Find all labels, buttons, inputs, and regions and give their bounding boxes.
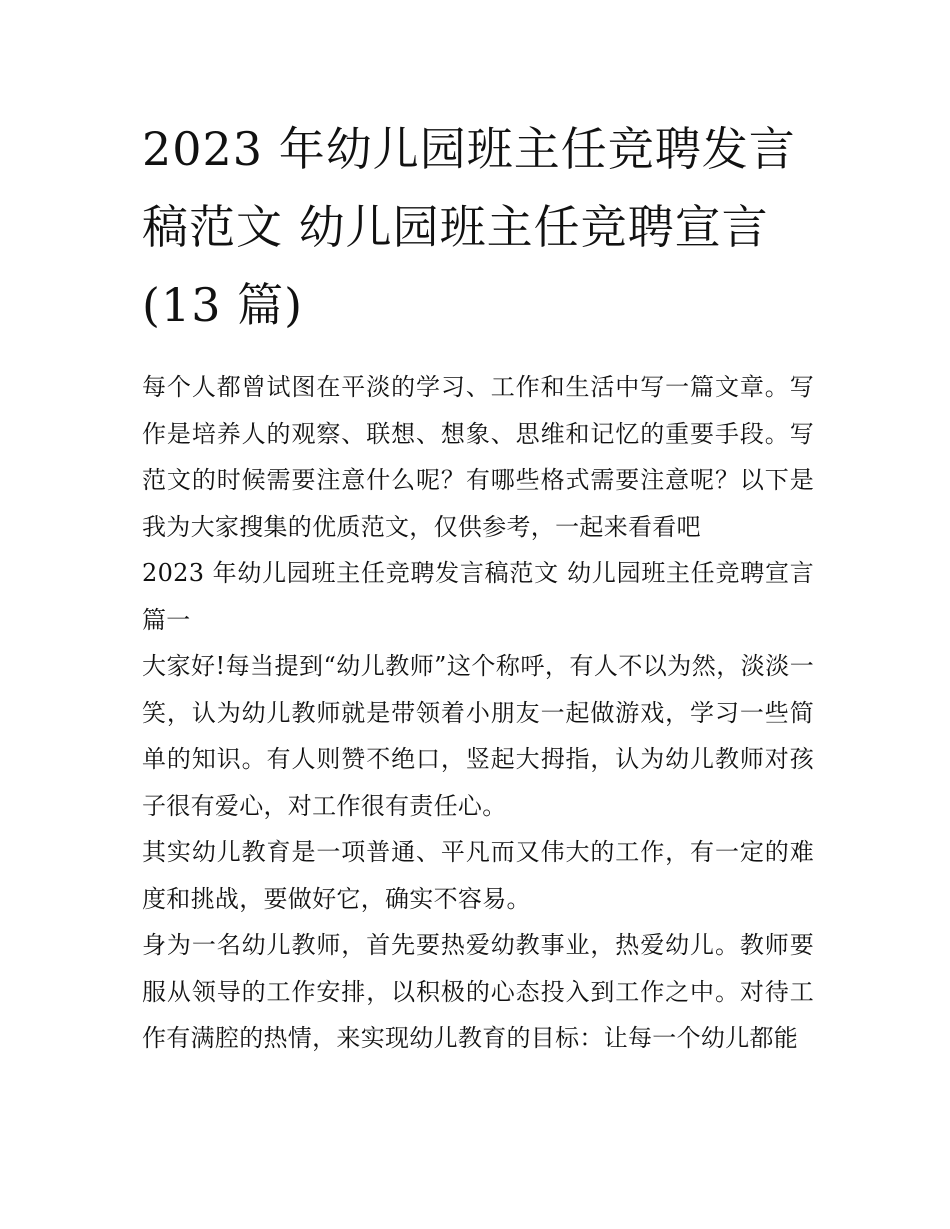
- document-page: [142, 110, 814, 1062]
- title-line-3: (13 篇): [142, 278, 304, 332]
- paragraph-teacher: 身为一名幼儿教师，首先要热爱幼教事业，热爱幼儿。教师要服从领导的工作安排，以积极的心态投入到工作之中。对待工作有满腔的热情，来实现幼儿教育的目标：让每一个幼儿都能: [142, 931, 814, 1052]
- title-line-1: 2023 年幼儿园班主任竞聘发言: [142, 122, 796, 176]
- paragraph-intro: 每个人都曾试图在平淡的学习、工作和生活中写一篇文章。写作是培养人的观察、联想、想象、思维和记忆的重要手段。写范文的时候需要注意什么呢？有哪些格式需要注意呢？以下是我为大家搜集的优质范文，仅供参考，一起来看看吧: [142, 373, 814, 541]
- paragraph-section-heading: 2023 年幼儿园班主任竞聘发言稿范文 幼儿园班主任竞聘宣言篇一: [142, 559, 814, 634]
- document-body: [142, 364, 814, 1062]
- document-title: [142, 110, 814, 344]
- title-line-2: 稿范文 幼儿园班主任竞聘宣言: [142, 200, 769, 254]
- paragraph-greeting: 大家好!每当提到“幼儿教师”这个称呼，有人不以为然，淡淡一笑，认为幼儿教师就是带领着小朋友一起做游戏，学习一些简单的知识。有人则赞不绝口，竖起大拇指，认为幼儿教师对孩子很有爱心，对工作很有责任心。: [142, 652, 814, 820]
- paragraph-education: 其实幼儿教育是一项普通、平凡而又伟大的工作，有一定的难度和挑战，要做好它，确实不容易。: [142, 838, 814, 913]
